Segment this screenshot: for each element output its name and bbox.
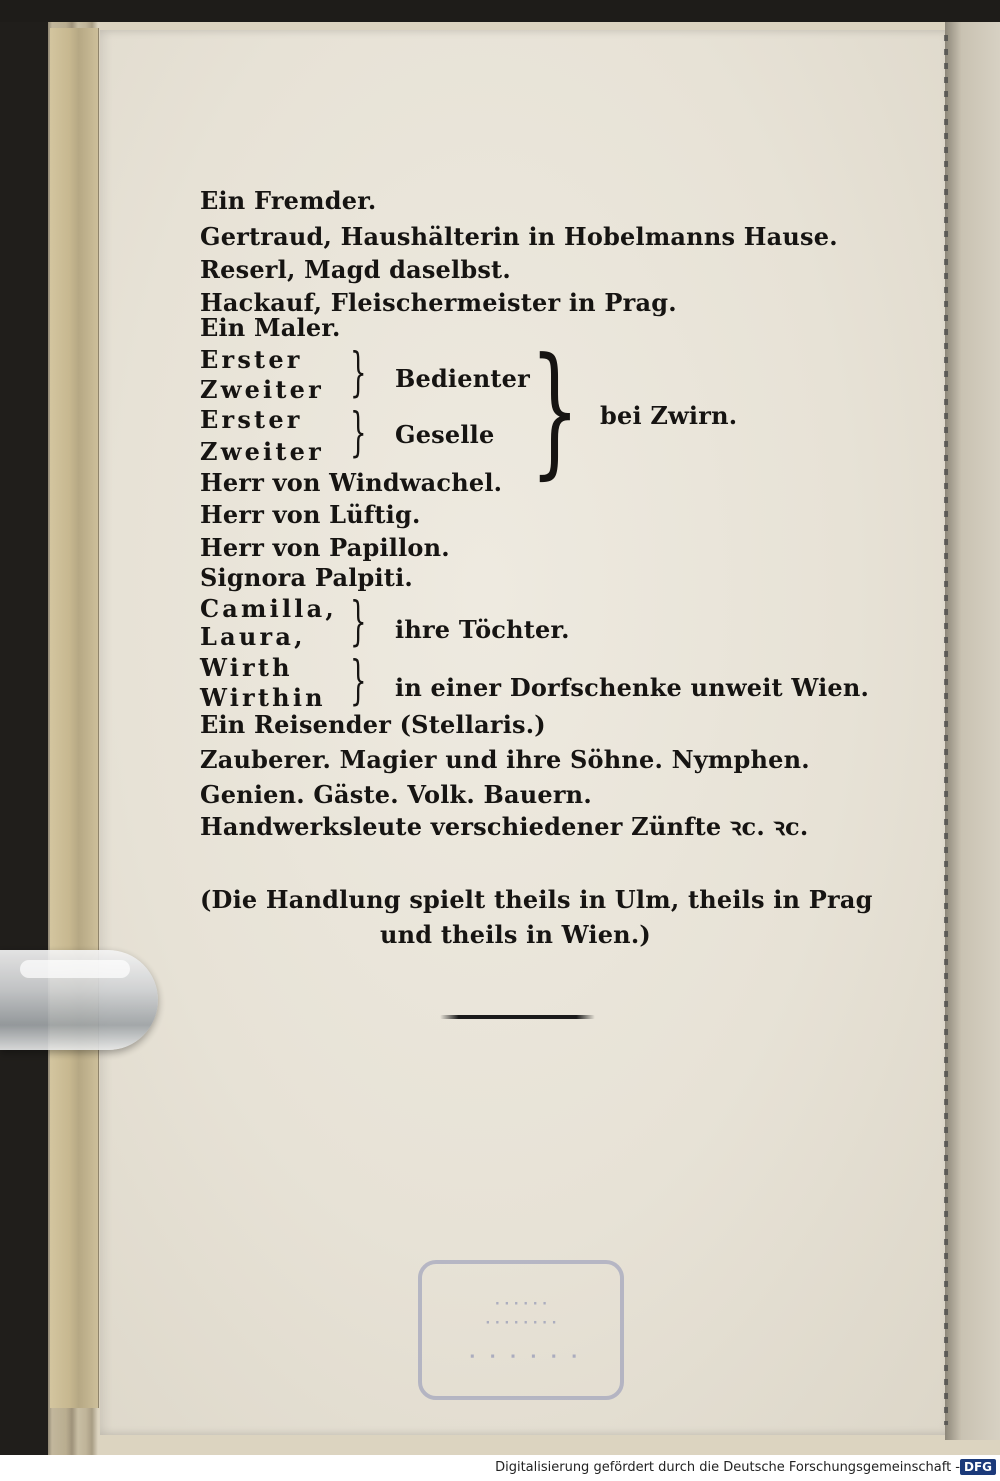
cast-zweiter-bedienter: Zweiter bbox=[200, 375, 324, 404]
dfg-logo: DFG bbox=[960, 1459, 996, 1475]
brace-dorfschenke: } bbox=[350, 651, 367, 711]
library-stamp bbox=[418, 1260, 624, 1400]
cast-zweiter-geselle: Zweiter bbox=[200, 437, 324, 466]
left-edge bbox=[0, 0, 48, 1455]
footer-credit: Digitalisierung gefördert durch die Deutsche Forschungsgemeinschaft - bbox=[495, 1460, 960, 1475]
cast-laura: Laura, bbox=[200, 622, 306, 651]
cast-wirth: Wirth bbox=[200, 653, 293, 682]
top-edge bbox=[0, 0, 1000, 22]
cast-palpiti: Signora Palpiti. bbox=[200, 563, 413, 592]
decorative-rule bbox=[440, 1015, 595, 1019]
cast-papillon: Herr von Papillon. bbox=[200, 533, 450, 562]
cast-camilla: Camilla, bbox=[200, 594, 337, 623]
stamp-text-2: · · · · · · · · bbox=[485, 1316, 557, 1331]
brace-toechter: } bbox=[350, 592, 367, 652]
facing-page-edge bbox=[945, 20, 1000, 1440]
footer-bar bbox=[0, 1455, 1000, 1481]
cast-hackauf: Hackauf, Fleischermeister in Prag. bbox=[200, 288, 677, 317]
cast-fremder: Ein Fremder. bbox=[200, 186, 377, 215]
cast-dorfschenke: in einer Dorfschenke unweit Wien. bbox=[395, 673, 870, 702]
cast-toechter: ihre Töchter. bbox=[395, 615, 570, 644]
cast-luftig: Herr von Lüftig. bbox=[200, 500, 421, 529]
brace-bedienter: } bbox=[350, 343, 367, 403]
cast-erster-bedienter: Erster bbox=[200, 345, 303, 374]
cast-handwerksleute: Handwerksleute verschiedener Zünfte ꝛc. ꝛc. bbox=[200, 812, 809, 841]
book-cover-edge bbox=[50, 28, 99, 1408]
binding-stitches bbox=[944, 35, 948, 1425]
cast-bedienter: Bedienter bbox=[395, 364, 530, 393]
cast-reisender: Ein Reisender (Stellaris.) bbox=[200, 710, 546, 739]
brace-bei-zwirn: } bbox=[530, 328, 580, 493]
cast-windwachel: Herr von Windwachel. bbox=[200, 468, 503, 497]
cast-zauberer: Zauberer. Magier und ihre Söhne. Nymphen. bbox=[200, 745, 810, 774]
brace-geselle: } bbox=[350, 403, 367, 463]
cast-genien: Genien. Gäste. Volk. Bauern. bbox=[200, 780, 592, 809]
setting-line-2: und theils in Wien.) bbox=[380, 920, 651, 949]
cast-gertraud: Gertraud, Haushälterin in Hobelmanns Hause. bbox=[200, 222, 838, 251]
stamp-text-3: · · · · · · bbox=[464, 1345, 578, 1365]
cast-bei-zwirn: bei Zwirn. bbox=[600, 401, 738, 430]
clip-highlight bbox=[20, 960, 130, 978]
cast-maler: Ein Maler. bbox=[200, 313, 341, 342]
cast-erster-geselle: Erster bbox=[200, 405, 303, 434]
cast-wirthin: Wirthin bbox=[200, 683, 326, 712]
setting-line-1: (Die Handlung spielt theils in Ulm, theils in Prag bbox=[200, 885, 873, 914]
stamp-text-1: · · · · · · bbox=[494, 1297, 548, 1312]
cast-reserl: Reserl, Magd daselbst. bbox=[200, 255, 511, 284]
cast-geselle: Geselle bbox=[395, 420, 495, 449]
